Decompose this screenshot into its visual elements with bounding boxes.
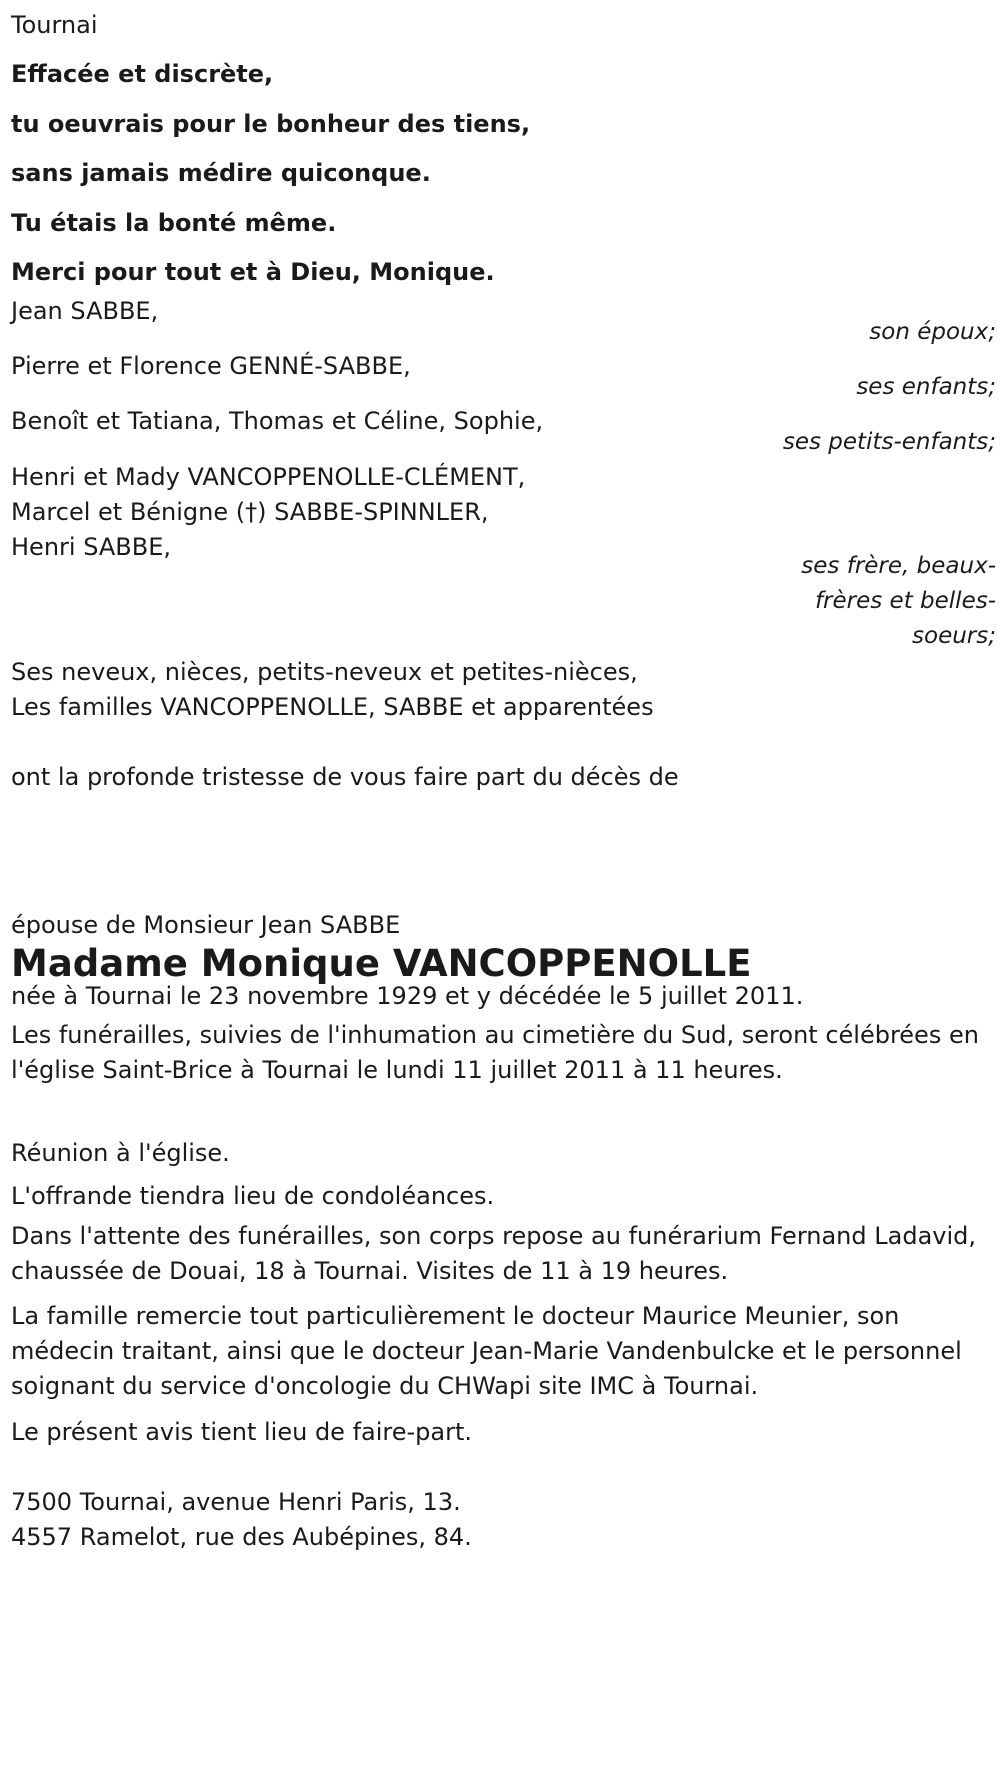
sibling-name: Henri SABBE, [11,533,172,561]
spouse-role: son époux; [869,319,996,345]
sibling-name: Marcel et Bénigne (†) SABBE-SPINNLER, [11,498,489,526]
poem-line: Effacée et discrète, [11,60,274,88]
thanks-info: La famille remercie tout particulièrement le docteur Maurice Meunier, son médecin traitant, ainsi que le docteur Jean-Marie Vandenbulcke et le personnel soignant du service d'oncologie du CHWapi site IMC à Tournai. [11,1302,962,1400]
funeral-info: Les funérailles, suivies de l'inhumation au cimetière du Sud, seront célébrées en l'église Saint-Brice à Tournai le lundi 11 juillet 2011 à 11 heures. [11,1021,979,1084]
children-names: Pierre et Florence GENNÉ-SABBE, [11,352,411,380]
other-relatives: Ses neveux, nièces, petits-neveux et petites-nièces, [11,658,638,686]
place-heading: Tournai [11,11,98,39]
poem-line: Merci pour tout et à Dieu, Monique. [11,258,495,286]
poem [11,56,530,304]
deceased-name: Madame Monique VANCOPPENOLLE [11,942,752,985]
offering-info: L'offrande tiendra lieu de condoléances. [11,1182,495,1210]
poem-line: sans jamais médire quiconque. [11,159,431,187]
poem-line: Tu étais la bonté même. [11,208,337,237]
children-role: ses enfants; [856,374,996,400]
address: 7500 Tournai, avenue Henri Paris, 13. [11,1488,461,1516]
spouse-name: Jean SABBE, [11,297,159,325]
announcement: ont la profonde tristesse de vous faire part du décès de [11,763,679,791]
birth-death: née à Tournai le 23 novembre 1929 et y décédée le 5 juillet 2011. [11,982,804,1010]
grandchildren-role: ses petits-enfants; [782,429,996,455]
other-families: Les familles VANCOPPENOLLE, SABBE et apparentées [11,693,654,721]
notice-info: Le présent avis tient lieu de faire-part. [11,1418,473,1446]
siblings-role: ses frère, beaux-frères et belles-soeurs; [801,553,996,649]
sibling-name: Henri et Mady VANCOPPENOLLE-CLÉMENT, [11,463,526,491]
grandchildren-names: Benoît et Tatiana, Thomas et Céline, Sophie, [11,407,544,435]
spouse-of: épouse de Monsieur Jean SABBE [11,911,401,939]
address: 4557 Ramelot, rue des Aubépines, 84. [11,1523,472,1551]
poem-line: tu oeuvrais pour le bonheur des tiens, [11,109,531,138]
viewing-info: Dans l'attente des funérailles, son corps repose au funérarium Fernand Ladavid, chaussée de Douai, 18 à Tournai. Visites de 11 à 19 heures. [11,1222,977,1285]
meeting-info: Réunion à l'église. [11,1139,230,1167]
